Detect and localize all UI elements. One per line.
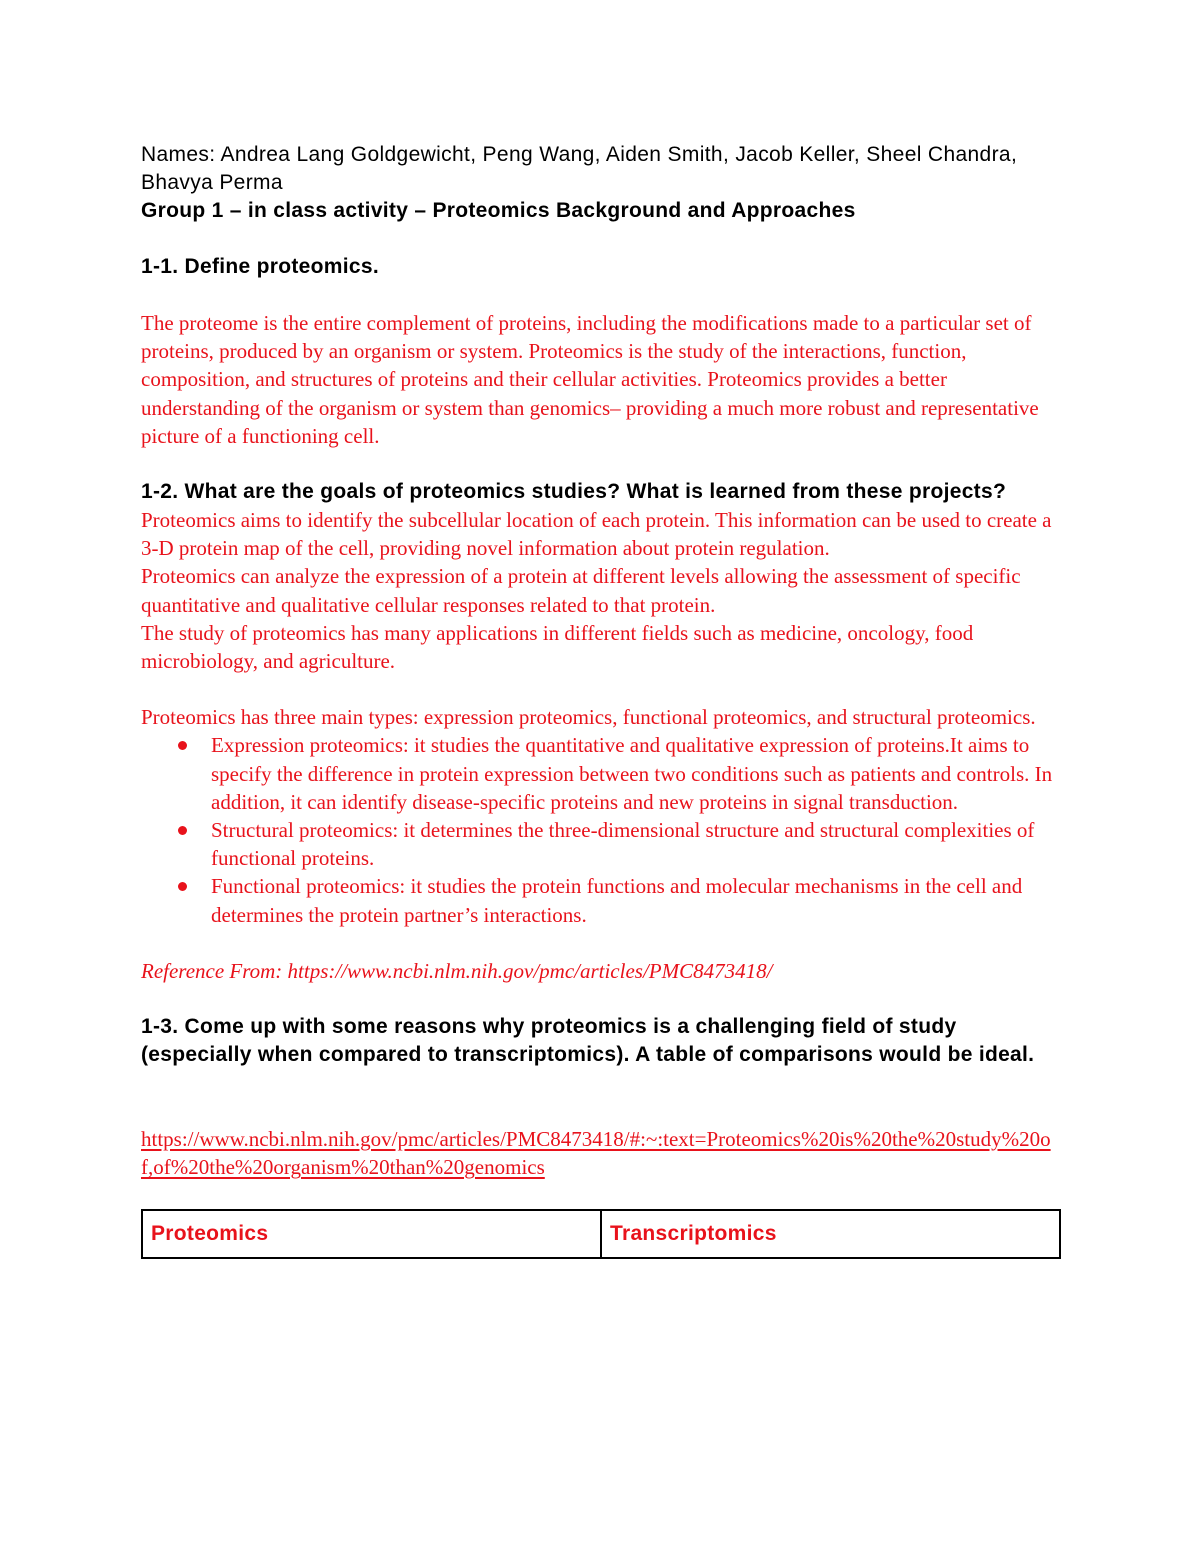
reference-citation: Reference From: https://www.ncbi.nlm.nih.gov/pmc/articles/PMC8473418/	[141, 958, 773, 983]
table-header-row	[142, 1210, 1060, 1258]
list-item-text: Expression proteomics: it studies the quantitative and qualitative expression of proteins.It aims to specify the difference in protein expression between two conditions such as patients and controls. In addition, it can identify disease-specific proteins and new proteins in signal transduction.	[211, 733, 1053, 814]
question-1-3: 1-3. Come up with some reasons why proteomics is a challenging field of study (especially when compared to transcriptomics). A table of comparisons would be ideal.	[141, 1015, 1035, 1067]
proteomics-types-list	[141, 731, 1061, 928]
bullet-icon	[178, 826, 187, 835]
answer-1-2-applications: The study of proteomics has many applications in different fields such as medicine, oncology, food microbiology, and agriculture.	[141, 620, 974, 674]
reference-link[interactable]: https://www.ncbi.nlm.nih.gov/pmc/articles/PMC8473418/#:~:text=Proteomics%20is%20the%20study%20of,of%20the%20organism%20than%20genomics	[141, 1127, 1051, 1180]
list-item	[211, 872, 1061, 928]
comparison-table	[141, 1209, 1061, 1259]
table-header-proteomics: Proteomics	[142, 1210, 601, 1258]
list-item	[211, 731, 1061, 816]
list-item-text: Functional proteomics: it studies the protein functions and molecular mechanisms in the cell and determines the protein partner’s interactions.	[211, 874, 1023, 927]
answer-1-2-location: Proteomics aims to identify the subcellular location of each protein. This information can be used to create a 3-D protein map of the cell, providing novel information about protein regulation.	[141, 508, 1052, 561]
question-1-2: 1-2. What are the goals of proteomics studies? What is learned from these projects?	[141, 480, 1007, 504]
proteomics-types-intro: Proteomics has three main types: expression proteomics, functional proteomics, and structural proteomics.	[141, 705, 1036, 730]
answer-1-2-expression: Proteomics can analyze the expression of a protein at different levels allowing the assessment of specific quantitative and qualitative cellular responses related to that protein.	[141, 564, 1021, 617]
table-header-transcriptomics: Transcriptomics	[601, 1210, 1060, 1258]
group-title: Group 1 – in class activity – Proteomics Background and Approaches	[141, 199, 856, 222]
answer-1-1: The proteome is the entire complement of proteins, including the modifications made to a particular set of proteins, produced by an organism or system. Proteomics is the study of the interactions, function, composition, and structures of proteins and their cellular activities. Proteomics provides a better understanding of the organism or system than genomics– providing a much more robust and representative picture of a functioning cell.	[141, 311, 1039, 448]
student-names: Names: Andrea Lang Goldgewicht, Peng Wang, Aiden Smith, Jacob Keller, Sheel Chandra, Bhavya Perma	[141, 143, 1018, 194]
bullet-icon	[178, 882, 187, 891]
question-1-1: 1-1. Define proteomics.	[141, 255, 379, 278]
document-page	[141, 141, 1061, 1259]
list-item	[211, 816, 1061, 872]
list-item-text: Structural proteomics: it determines the three-dimensional structure and structural complexities of functional proteins.	[211, 818, 1035, 871]
bullet-icon	[178, 741, 187, 750]
